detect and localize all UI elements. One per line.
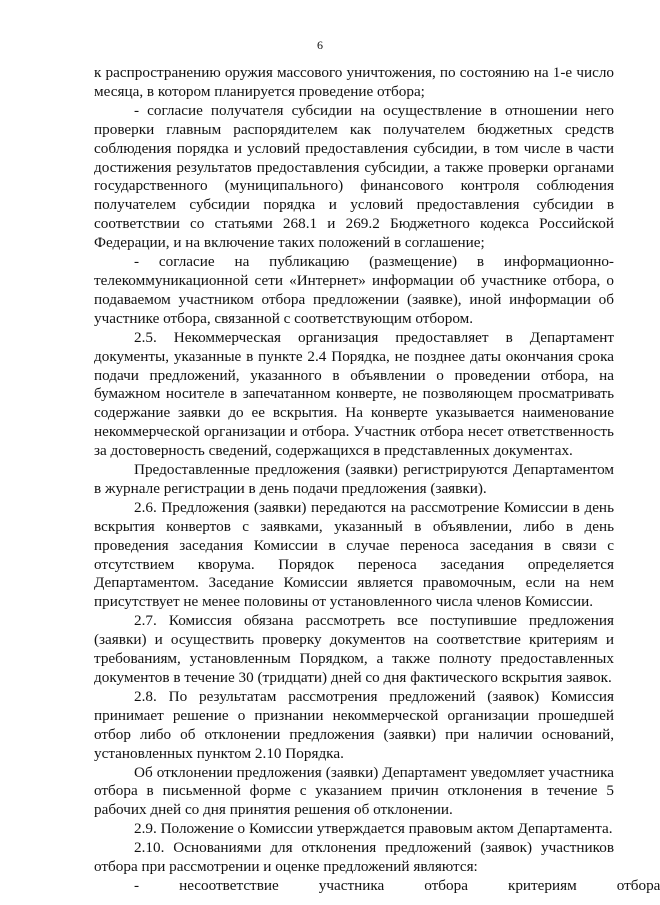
paragraph-2-9: 2.9. Положение о Комиссии утверждается правовым актом Департамента. bbox=[134, 820, 613, 838]
paragraph-registration: Предоставленные предложения (заявки) регистрируются Департаментом в журнале регистрации в день подачи предложения (заявки). bbox=[94, 461, 614, 497]
paragraph-2-10: 2.10. Основаниями для отклонения предложений (заявок) участников отбора при рассмотрении и оценке предложений являются: bbox=[94, 839, 614, 876]
page-number: 6 bbox=[317, 38, 323, 52]
paragraph-consent-publication: - согласие на публикацию (размещение) в информационно-телекоммуникационной сети «Интернет» информации об участнике отбора, о подаваемом участником отбора предложении (заявке), иной информации об участнике отбора, связанной с соответствующим отбором. bbox=[94, 253, 614, 327]
last-line-word: критериям bbox=[507, 876, 577, 894]
last-line-word: участника bbox=[318, 876, 385, 894]
last-line-word: несоответствие bbox=[179, 876, 279, 894]
paragraph-2-6: 2.6. Предложения (заявки) передаются на рассмотрение Комиссии в день вскрытия конвертов с заявками, указанный в объявлении, либо в день проведения заседания Комиссии в случае переноса заседания в связи с отсутствием кворума. Порядок переноса заседания определяется Департаментом. Заседание Комиссии является правомочным, если на нем присутствует не менее половины от установленного числа членов Комиссии. bbox=[94, 498, 614, 611]
paragraph-continuation: к распространению оружия массового уничтожения, по состоянию на 1-е число месяца, в котором планируется проведение отбора; bbox=[94, 64, 614, 100]
document-body bbox=[94, 64, 660, 896]
last-line-word: отбора bbox=[424, 876, 468, 894]
paragraph-2-5: 2.5. Некоммерческая организация предоставляет в Департамент документы, указанные в пункте 2.4 Порядка, не позднее даты окончания срока подачи предложений, указанного в объявлении о проведении отбора, на бумажном носителе в запечатанном конверте, не позволяющем просматривать содержание заявки до ее вскрытия. На конверте указывается наименование некоммерческой организации и отбора. Участник отбора несет ответственность за достоверность сведений, содержащихся в представленных документах. bbox=[94, 328, 614, 460]
paragraph-rejection-notice: Об отклонении предложения (заявки) Департамент уведомляет участника отбора в письменной форме с указанием причин отклонения в течение 5 рабочих дней со дня принятия решения об отклонении. bbox=[94, 763, 614, 819]
paragraph-consent-inspection: - согласие получателя субсидии на осуществление в отношении него проверки главным распорядителем как получателем бюджетных средств соблюдения порядка и условий предоставления субсидии, в том числе в части достижения результатов предоставления субсидии, а также проверки органами государственного (муниципального) финансового контроля соблюдения получателем субсидии порядка и условий предоставления субсидии в соответствии со статьями 268.1 и 269.2 Бюджетного кодекса Российской Федерации, и на включение таких положений в соглашение; bbox=[94, 101, 614, 252]
paragraph-2-7: 2.7. Комиссия обязана рассмотреть все поступившие предложения (заявки) и осуществить проверку документов на соответствие критериям и требованиям, установленным Порядком, а также полноту предоставленных документов в течение 30 (тридцати) дней со дня фактического вскрытия заявок. bbox=[94, 612, 614, 686]
last-line-word: отбора bbox=[616, 876, 660, 894]
last-line-word: - bbox=[134, 876, 140, 894]
paragraph-2-8: 2.8. По результатам рассмотрения предложений (заявок) Комиссия принимает решение о признании некоммерческой организации прошедшей отбор либо об отклонении предложения (заявки) при наличии оснований, установленных пунктом 2.10 Порядка. bbox=[94, 687, 614, 762]
paragraph-criteria-item bbox=[94, 876, 660, 896]
